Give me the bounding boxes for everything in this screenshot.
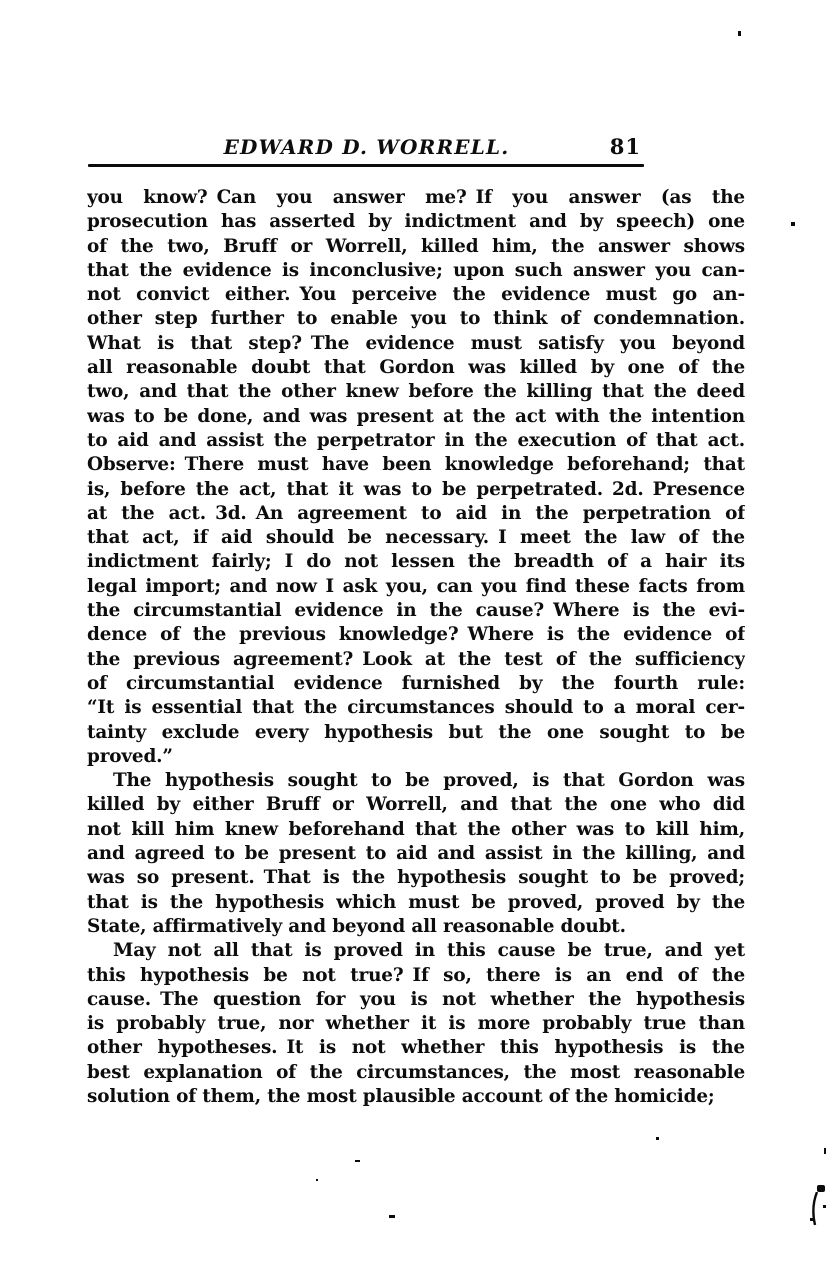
text-line: dence of the previous knowledge? Where is the evidence of (87, 624, 745, 646)
ink-speck (791, 222, 795, 226)
paragraph (87, 186, 745, 769)
text-line: that is the hypothesis which must be proved, proved by the (87, 891, 745, 913)
text-line: of the two, Bruff or Worrell, killed him, the answer shows (87, 235, 745, 257)
ink-speck (355, 1160, 360, 1162)
ink-speck (738, 31, 741, 36)
text-line: State, affirmatively and beyond all reasonable doubt. (87, 915, 626, 937)
text-line: proved.” (87, 745, 173, 767)
text-line: not convict either. You perceive the evidence must go an- (87, 284, 745, 306)
text-line: all reasonable doubt that Gordon was killed by one of the (87, 357, 745, 379)
text-line: indictment fairly; I do not lessen the breadth of a hair its (87, 551, 745, 573)
ink-speck (656, 1137, 659, 1140)
text-line: that the evidence is inconclusive; upon such answer you can- (87, 259, 745, 281)
text-column (87, 186, 745, 1109)
text-line: this hypothesis be not true? If so, there is an end of the (87, 964, 745, 986)
text-line: not kill him knew beforehand that the other was to kill him, (87, 818, 745, 840)
paragraph (87, 769, 745, 939)
text-line: other hypotheses. It is not whether this hypothesis is the (87, 1037, 745, 1059)
ink-speck (389, 1215, 395, 1218)
text-line: Observe: There must have been knowledge beforehand; that (87, 454, 745, 476)
ink-blot (817, 1185, 825, 1192)
text-line: that act, if aid should be necessary. I meet the law of the (87, 527, 745, 549)
text-line: the previous agreement? Look at the test of the sufficiency (87, 648, 745, 670)
text-line: killed by either Bruff or Worrell, and that the one who did (87, 794, 745, 816)
ink-speck (824, 1148, 826, 1154)
text-line: other step further to enable you to think of condemnation. (87, 308, 745, 330)
text-line: of circumstantial evidence furnished by the fourth rule: (87, 672, 745, 694)
text-line: solution of them, the most plausible account of the homicide; (87, 1085, 715, 1107)
text-line: “It is essential that the circumstances should to a moral cer- (87, 697, 745, 719)
ink-speck (316, 1179, 318, 1181)
text-line: was to be done, and was present at the act with the intention (87, 405, 745, 427)
text-line: is probably true, nor whether it is more probably true than (87, 1013, 745, 1035)
text-line: the circumstantial evidence in the cause? Where is the evi- (87, 600, 745, 622)
text-line: cause. The question for you is not whether the hypothesis (87, 988, 745, 1010)
text-line: prosecution has asserted by indictment and by speech) one (87, 211, 745, 233)
text-line: to aid and assist the perpetrator in the execution of that act. (87, 429, 745, 451)
text-line: was so present. That is the hypothesis sought to be proved; (87, 867, 745, 889)
text-line: you know? Can you answer me? If you answer (as the (87, 187, 745, 208)
text-line: May not all that is proved in this cause be true, and yet (113, 940, 745, 962)
text-line: at the act. 3d. An agreement to aid in the perpetration of (87, 502, 745, 524)
text-line: best explanation of the circumstances, the most reasonable (87, 1061, 745, 1083)
text-line: two, and that the other knew before the killing that the deed (87, 381, 745, 403)
text-line: and agreed to be present to aid and assist in the killing, and (87, 843, 745, 865)
paragraph (87, 939, 745, 1109)
text-line: is, before the act, that it was to be perpetrated. 2d. Presence (87, 478, 745, 500)
text-line: tainty exclude every hypothesis but the one sought to be (87, 721, 745, 743)
text-line: The hypothesis sought to be proved, is that Gordon was (113, 770, 745, 792)
text-line: legal import; and now I ask you, can you find these facts from (87, 575, 745, 597)
running-header (88, 133, 645, 167)
page-number: 81 (609, 134, 641, 159)
ink-stroke (808, 1192, 824, 1226)
header-title: EDWARD D. WORRELL. (223, 135, 510, 159)
text-line: What is that step? The evidence must satisfy you beyond (87, 332, 745, 354)
header-rule (88, 164, 644, 167)
